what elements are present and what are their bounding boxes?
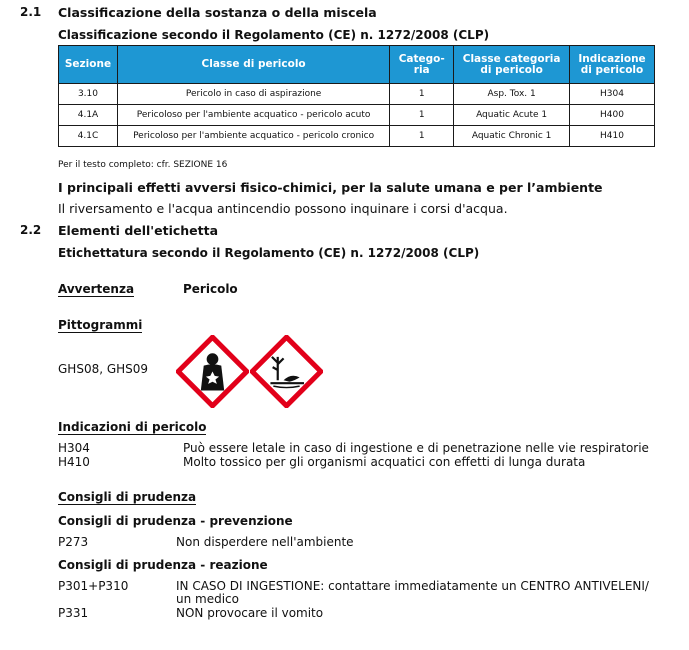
signal-word-label: Avvertenza bbox=[58, 282, 135, 296]
pictogram-codes: GHS08, GHS09 bbox=[58, 362, 149, 376]
hazard-text: Molto tossico per gli organismi acquatici con effetti di lunga durata bbox=[183, 455, 586, 469]
table-cell: H304 bbox=[570, 84, 655, 105]
table-cell: H410 bbox=[570, 126, 655, 147]
table-cell: Pericolo in caso di aspirazione bbox=[117, 84, 389, 105]
classification-table bbox=[58, 45, 655, 147]
precaution-code: P301+P310 bbox=[58, 579, 129, 593]
hazard-statements-label: Indicazioni di pericolo bbox=[58, 420, 207, 434]
effects-text: Il riversamento e l'acqua antincendio possono inquinare i corsi d'acqua. bbox=[58, 201, 508, 216]
precaution-code: P273 bbox=[58, 535, 89, 549]
table-cell: Aquatic Acute 1 bbox=[454, 105, 570, 126]
table-row bbox=[59, 105, 655, 126]
table-header-row bbox=[59, 46, 655, 84]
column-header: Classe categoria di pericolo bbox=[454, 46, 570, 84]
column-header: Classe di pericolo bbox=[117, 46, 389, 84]
table-cell: 1 bbox=[390, 84, 454, 105]
precaution-text-continued: un medico bbox=[176, 592, 239, 606]
table-cell: 1 bbox=[390, 105, 454, 126]
table-cell: Pericoloso per l'ambiente acquatico - pericolo cronico bbox=[117, 126, 389, 147]
section-title-2-2: Elementi dell'etichetta bbox=[58, 223, 219, 238]
table-cell: 3.10 bbox=[59, 84, 118, 105]
reaction-label: Consigli di prudenza - reazione bbox=[58, 558, 268, 572]
full-text-note: Per il testo completo: cfr. SEZIONE 16 bbox=[58, 160, 228, 170]
column-header: Indicazione di pericolo bbox=[570, 46, 655, 84]
ghs08-health-hazard-icon bbox=[176, 335, 249, 408]
table-cell: Aquatic Chronic 1 bbox=[454, 126, 570, 147]
hazard-text: Può essere letale in caso di ingestione e di penetrazione nelle vie respiratorie bbox=[183, 441, 649, 455]
classification-subtitle: Classificazione secondo il Regolamento (CE) n. 1272/2008 (CLP) bbox=[58, 28, 490, 42]
precautionary-label: Consigli di prudenza bbox=[58, 490, 197, 504]
precaution-text: NON provocare il vomito bbox=[176, 606, 324, 620]
section-title-2-1: Classificazione della sostanza o della miscela bbox=[58, 5, 377, 20]
table-cell: 4.1A bbox=[59, 105, 118, 126]
column-header: Sezione bbox=[59, 46, 118, 84]
prevention-label: Consigli di prudenza - prevenzione bbox=[58, 514, 293, 528]
section-number-2-2: 2.2 bbox=[20, 223, 42, 237]
table-row bbox=[59, 84, 655, 105]
pictograms-label: Pittogrammi bbox=[58, 318, 143, 332]
section-number-2-1: 2.1 bbox=[20, 5, 42, 19]
table-row bbox=[59, 126, 655, 147]
precaution-code: P331 bbox=[58, 606, 89, 620]
table-cell: 1 bbox=[390, 126, 454, 147]
effects-title: I principali effetti avversi fisico-chimici, per la salute umana e per l’ambiente bbox=[58, 180, 603, 195]
table-cell: Pericoloso per l'ambiente acquatico - pericolo acuto bbox=[117, 105, 389, 126]
precaution-text: IN CASO DI INGESTIONE: contattare immediatamente un CENTRO ANTIVELENI/ bbox=[176, 579, 649, 593]
table-cell: 4.1C bbox=[59, 126, 118, 147]
signal-word-value: Pericolo bbox=[183, 282, 238, 296]
precaution-text: Non disperdere nell'ambiente bbox=[176, 535, 354, 549]
ghs09-environment-icon bbox=[250, 335, 323, 408]
table-cell: H400 bbox=[570, 105, 655, 126]
labelling-subtitle: Etichettatura secondo il Regolamento (CE) n. 1272/2008 (CLP) bbox=[58, 246, 480, 260]
hazard-code: H304 bbox=[58, 441, 90, 455]
column-header: Catego-ria bbox=[390, 46, 454, 84]
table-cell: Asp. Tox. 1 bbox=[454, 84, 570, 105]
hazard-code: H410 bbox=[58, 455, 90, 469]
